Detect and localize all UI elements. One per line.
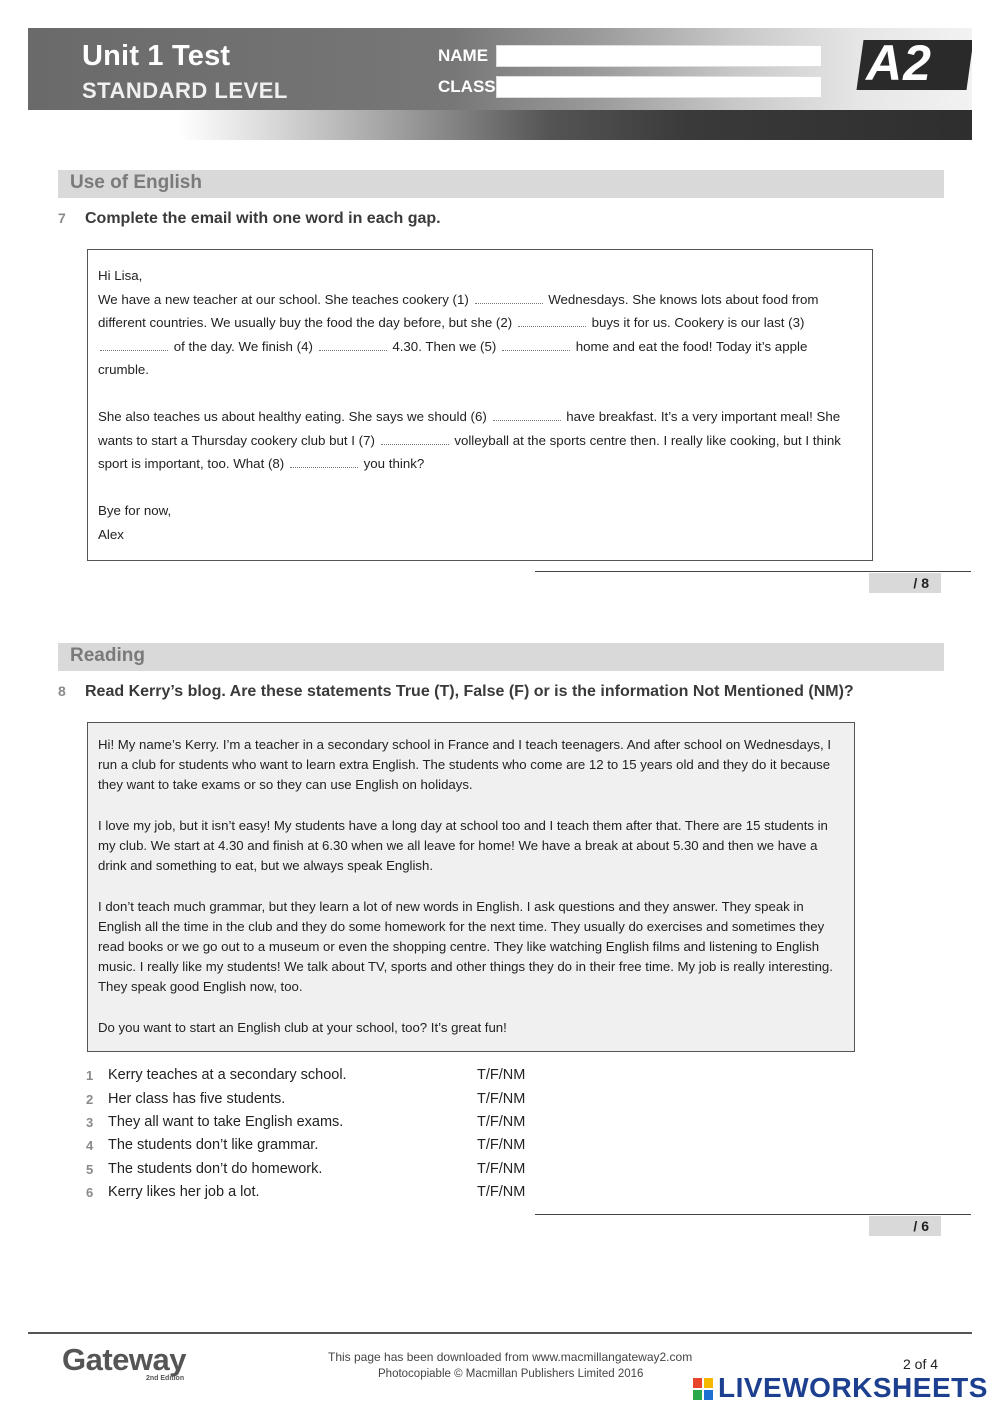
statement-number: 4 <box>86 1138 94 1153</box>
statement-text: Kerry teaches at a secondary school. <box>108 1067 347 1083</box>
email-text: Wednesdays. She knows lots about food from different countries. We usually buy the food the day before, but she (2) <box>98 291 819 330</box>
statement-options[interactable]: T/F/NM <box>477 1137 526 1153</box>
task-text: Read Kerry’s blog. Are these statements True (T), False (F) or is the information Not Mentioned (NM)? <box>85 683 854 700</box>
statement-options[interactable]: T/F/NM <box>477 1184 526 1200</box>
gap-2[interactable] <box>518 315 586 327</box>
statement-5 <box>86 1161 546 1181</box>
task-8-instruction <box>58 683 854 701</box>
score-box-task-7: / 8 <box>869 573 941 593</box>
name-field[interactable] <box>496 45 822 67</box>
statement-text: They all want to take English exams. <box>108 1114 344 1130</box>
email-paragraph-1 <box>98 288 862 382</box>
statement-number: 6 <box>86 1185 94 1200</box>
test-level: STANDARD LEVEL <box>82 78 288 103</box>
liveworksheets-icon <box>693 1378 713 1400</box>
email-text: She also teaches us about healthy eating. She says we should (6) <box>98 409 487 424</box>
email-text: you think? <box>363 456 425 471</box>
email-text: 4.30. Then we (5) <box>392 338 497 354</box>
statement-3 <box>86 1114 546 1134</box>
statement-text: The students don’t do homework. <box>108 1161 323 1177</box>
copyright-note: Photocopiable © Macmillan Publishers Limited 2016 <box>378 1368 644 1380</box>
blog-box <box>87 722 855 1052</box>
spacer <box>98 382 862 406</box>
task-text: Complete the email with one word in each gap. <box>85 210 441 227</box>
gap-1[interactable] <box>475 292 543 304</box>
email-greeting: Hi Lisa, <box>98 268 143 283</box>
name-label: NAME <box>438 46 489 65</box>
task-number: 7 <box>58 210 66 226</box>
gap-8[interactable] <box>290 456 358 468</box>
test-title: Unit 1 Test <box>82 40 231 72</box>
section-title: Use of English <box>70 172 202 193</box>
blog-paragraph-4: Do you want to start an English club at your school, too? It’s great fun! <box>98 1019 507 1035</box>
gap-5[interactable] <box>502 339 570 351</box>
gap-6[interactable] <box>493 409 561 421</box>
statement-number: 1 <box>86 1068 94 1083</box>
statement-options[interactable]: T/F/NM <box>477 1091 526 1107</box>
gap-4[interactable] <box>319 339 387 351</box>
score-divider <box>535 571 971 572</box>
statement-text: Kerry likes her job a lot. <box>108 1184 260 1200</box>
email-paragraph-2 <box>98 405 862 476</box>
statement-6 <box>86 1184 546 1204</box>
level-badge-text: A2 <box>866 35 932 91</box>
score-box-task-8: / 6 <box>869 1216 941 1236</box>
email-signature: Alex <box>98 526 124 542</box>
statement-2 <box>86 1091 546 1111</box>
score-divider <box>535 1214 971 1215</box>
section-reading <box>58 643 944 671</box>
email-signoff: Bye for now, <box>98 503 172 518</box>
email-text: buys it for us. Cookery is our last (3) <box>591 315 805 330</box>
section-use-of-english <box>58 170 944 198</box>
banner-stripe <box>28 110 972 140</box>
email-text: We have a new teacher at our school. She teaches cookery (1) <box>98 291 469 307</box>
statement-options[interactable]: T/F/NM <box>477 1067 526 1083</box>
statement-options[interactable]: T/F/NM <box>477 1161 526 1177</box>
email-text: have breakfast. It’s a very important meal! She wants to start a Thursday cookery club but I (7) <box>98 409 841 448</box>
edition-label: 2nd Edition <box>146 1375 185 1382</box>
task-number: 8 <box>58 683 66 699</box>
statement-4 <box>86 1137 546 1157</box>
email-text: volleyball at the sports centre then. I really like cooking, but I think sport is important, too. What (8) <box>98 432 841 471</box>
class-label: CLASS <box>438 77 496 96</box>
footer-divider <box>28 1332 972 1334</box>
gap-7[interactable] <box>381 433 449 445</box>
email-box <box>87 249 873 561</box>
email-text: of the day. We finish (4) <box>173 338 313 354</box>
statement-text: The students don’t like grammar. <box>108 1137 319 1153</box>
spacer <box>98 476 862 500</box>
liveworksheets-watermark[interactable]: LIVEWORKSHEETS <box>718 1372 988 1403</box>
statement-text: Her class has five students. <box>108 1091 286 1107</box>
statement-number: 2 <box>86 1092 94 1107</box>
blog-paragraph-2: I love my job, but it isn’t easy! My students have a long day at school too and I teach them after that. There are 15 students in my club. We start at 4.30 and finish at 6.30 when we all leave for home! We have a break at about 5.30 and then we have a drink and something to eat, but we always speak English. <box>98 817 828 874</box>
section-title: Reading <box>70 645 145 666</box>
gap-3[interactable] <box>100 339 168 351</box>
statement-number: 3 <box>86 1115 94 1130</box>
blog-paragraph-1: Hi! My name’s Kerry. I’m a teacher in a secondary school in France and I teach teenagers. And after school on Wednesdays, I run a club for students who want to learn extra English. The students who come are 12 to 15 years old and they do it because they want to take exams or so they can use English on holidays. <box>98 737 832 793</box>
statement-number: 5 <box>86 1162 94 1177</box>
task-7-instruction <box>58 210 441 228</box>
download-note: This page has been downloaded from www.macmillangateway2.com <box>328 1350 693 1364</box>
class-field[interactable] <box>496 76 822 98</box>
gateway-logo: Gateway <box>62 1342 187 1377</box>
page-number: 2 of 4 <box>903 1356 939 1372</box>
statement-options[interactable]: T/F/NM <box>477 1114 526 1130</box>
header-banner <box>28 28 972 140</box>
statement-1 <box>86 1067 546 1087</box>
blog-paragraph-3: I don’t teach much grammar, but they learn a lot of new words in English. I ask questions and they answer. They speak in English all the time in the club and they do some homework for the next time. They usually do exercises and sometimes they read books or we go out to a museum or even the shopping centre. They like watching English films and listening to English music. I really like my students! We talk about TV, sports and other things they do in their free time. My job is really interesting. They speak good English now, too. <box>98 898 833 995</box>
email-text: home and eat the food! Today it’s apple crumble. <box>98 338 808 377</box>
